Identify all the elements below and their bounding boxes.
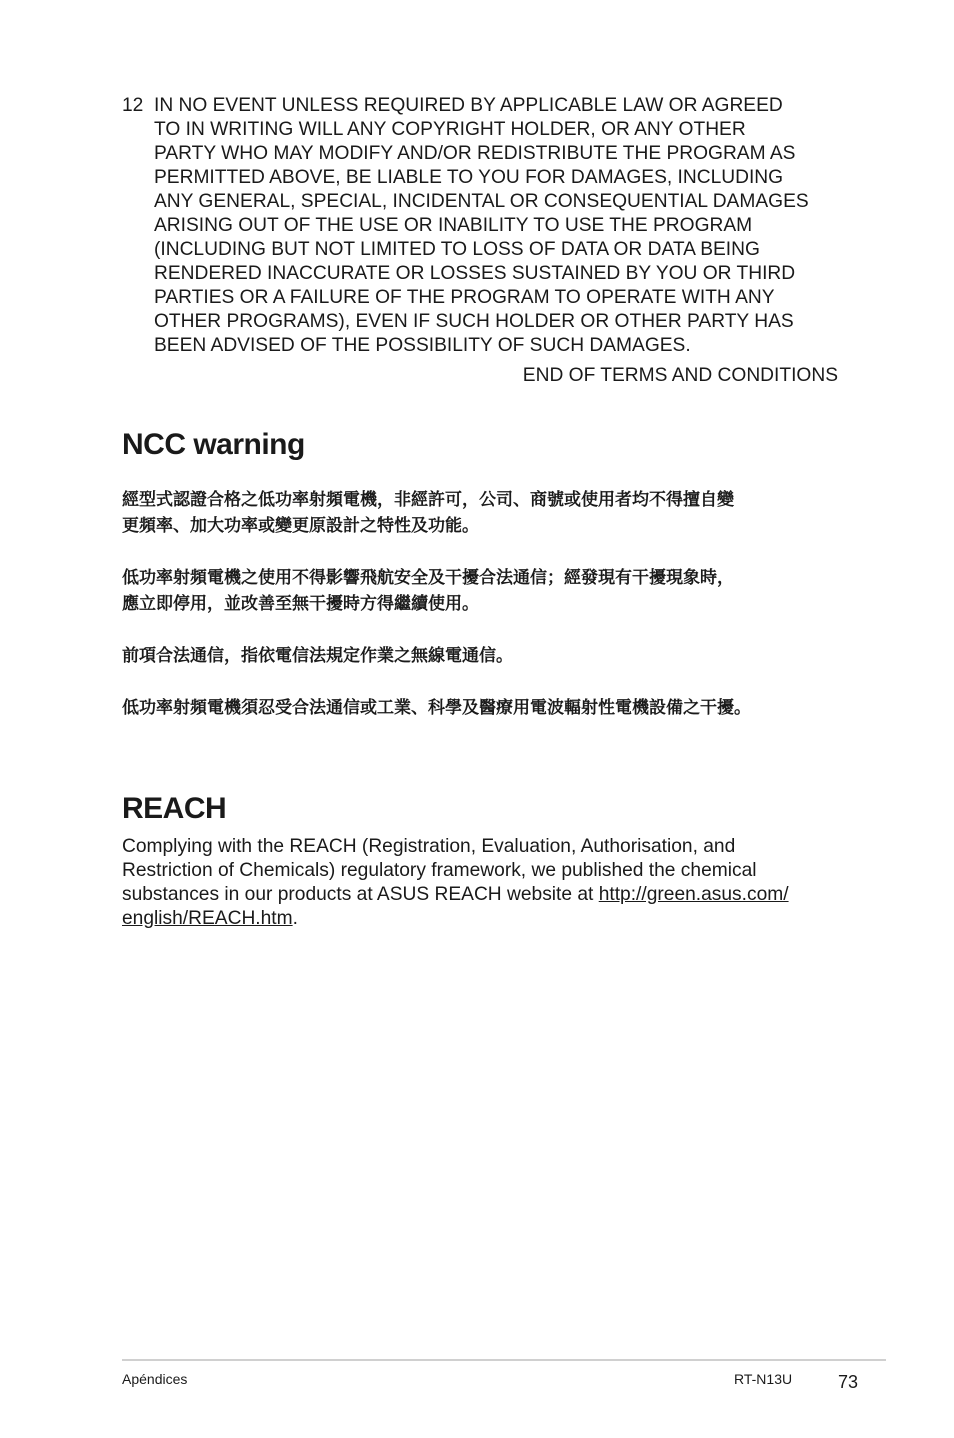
- reach-paragraph: [122, 835, 812, 931]
- ncc-paragraph-1: 經型式認證合格之低功率射頻電機，非經許可，公司、商號或使用者均不得擅自變 更頻率、加大功率或變更原設計之特性及功能。: [122, 490, 734, 536]
- clause-number: 12: [122, 95, 144, 116]
- ncc-warning-heading: NCC warning: [122, 428, 305, 461]
- reach-body-text: Complying with the REACH (Registration, Evaluation, Authorisation, and Restriction of Chemicals) regulatory framework, we published the chemical substances in our products at ASUS REACH website at: [122, 836, 757, 905]
- reach-body-tail: .: [292, 908, 298, 929]
- ncc-paragraph-2: 低功率射頻電機之使用不得影響飛航安全及干擾合法通信；經發現有干擾現象時， 應立即停用，並改善至無干擾時方得繼續使用。: [122, 568, 734, 614]
- ncc-paragraph-4: 低功率射頻電機須忍受合法通信或工業、科學及醫療用電波輻射性電機設備之干擾。: [122, 698, 751, 718]
- end-of-terms: END OF TERMS AND CONDITIONS: [522, 365, 838, 386]
- ncc-paragraph-3: 前項合法通信，指依電信法規定作業之無線電通信。: [122, 646, 513, 666]
- clause-text: IN NO EVENT UNLESS REQUIRED BY APPLICABLE LAW OR AGREED TO IN WRITING WILL ANY COPYRIGHT HOLDER, OR ANY OTHER PARTY WHO MAY MODIFY AND/OR REDISTRIBUTE THE PROGRAM AS PERMITTED ABOVE, BE LIABLE TO YOU FOR DAMAGES, INCLUDING ANY GENERAL, SPECIAL, INCIDENTAL OR CONSEQUENTIAL DAMAGES ARISING OUT OF THE USE OR INABILITY TO USE THE PROGRAM (INCLUDING BUT NOT LIMITED TO LOSS OF DATA OR DATA BEING RENDERED INACCURATE OR LOSSES SUSTAINED BY YOU OR THIRD PARTIES OR A FAILURE OF THE PROGRAM TO OPERATE WITH ANY OTHER PROGRAMS), EVEN IF SUCH HOLDER OR OTHER PARTY HAS BEEN ADVISED OF THE POSSIBILITY OF SUCH DAMAGES.: [154, 95, 809, 356]
- reach-website-link[interactable]: http://green.asus.com/ english/REACH.htm: [122, 884, 789, 929]
- footer-divider: [122, 1359, 886, 1361]
- reach-heading: REACH: [122, 792, 227, 825]
- page-number: 73: [838, 1372, 859, 1392]
- footer-section-name: Apéndices: [122, 1371, 188, 1387]
- footer-model-name: RT-N13U: [734, 1371, 793, 1387]
- license-clause-12: [122, 94, 842, 358]
